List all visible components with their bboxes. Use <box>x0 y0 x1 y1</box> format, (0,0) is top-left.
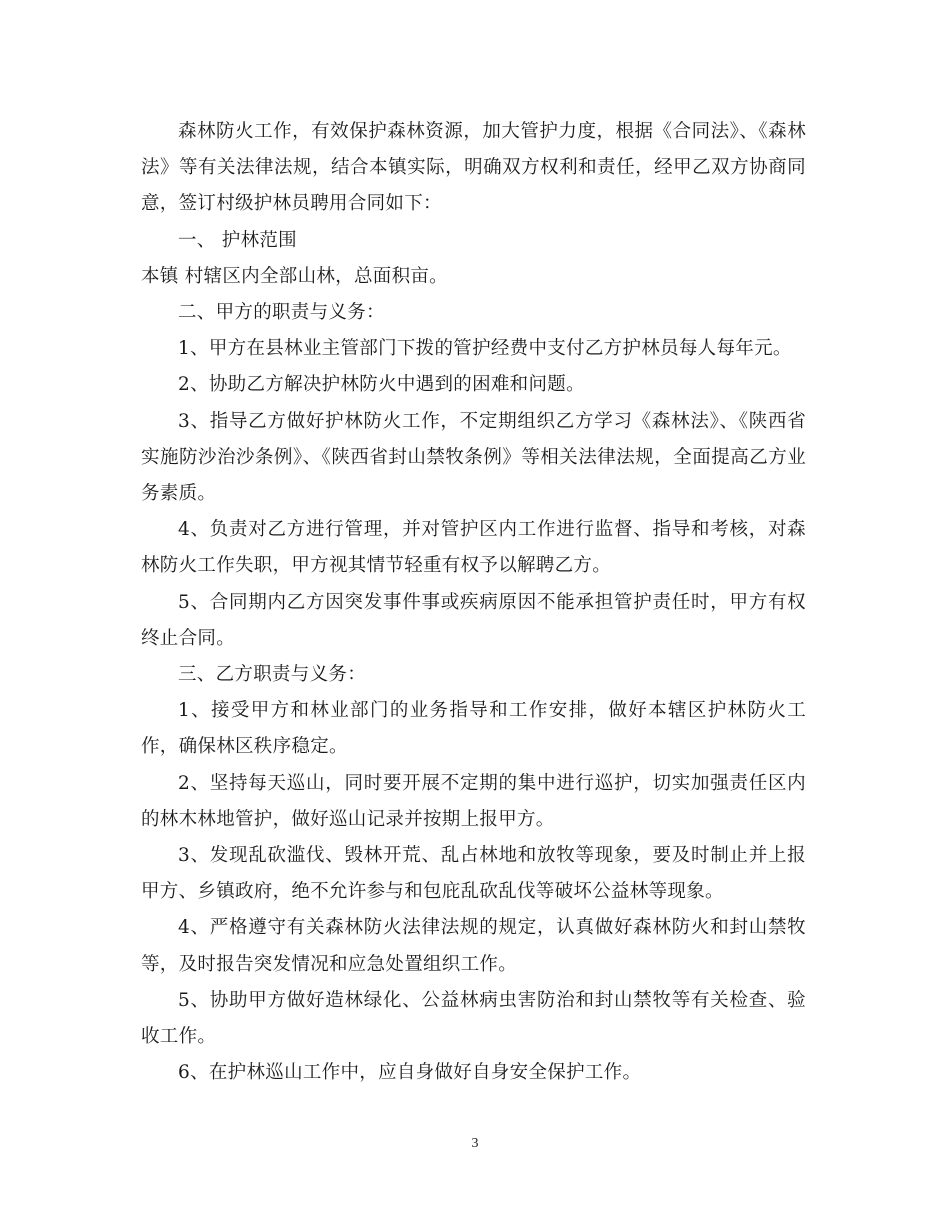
party-a-item-4: 4、负责对乙方进行管理，并对管护区内工作进行监督、指导和考核，对森林防火工作失职，甲方视其情节轻重有权予以解聘乙方。 <box>141 519 806 577</box>
party-b-item-2: 2、坚持每天巡山，同时要开展不定期的集中进行巡护，切实加强责任区内的林木林地管护，做好巡山记录并按期上报甲方。 <box>141 772 806 830</box>
party-b-item-3: 3、发现乱砍滥伐、毁林开荒、乱占林地和放牧等现象，要及时制止并上报甲方、乡镇政府，绝不允许参与和包庇乱砍乱伐等破坏公益林等现象。 <box>141 845 806 903</box>
party-b-item-6: 6、在护林巡山工作中，应自身做好自身安全保护工作。 <box>178 1062 642 1084</box>
party-b-item-1: 1、接受甲方和林业部门的业务指导和工作安排，做好本辖区护林防火工作，确保林区秩序稳定。 <box>141 700 806 758</box>
party-a-item-2: 2、协助乙方解决护林防火中遇到的困难和问题。 <box>178 374 585 396</box>
party-a-item-1: 1、甲方在县林业主管部门下拨的管护经费中支付乙方护林员每人每年元。 <box>178 338 792 360</box>
document-body <box>141 114 806 1091</box>
section-heading-scope: 一、 护林范围 <box>178 229 297 251</box>
paragraph-scope: 本镇 村辖区内全部山林，总面积亩。 <box>141 265 448 287</box>
party-a-item-3: 3、指导乙方做好护林防火工作，不定期组织乙方学习《森林法》、《陕西省实施防沙治沙条例》、《陕西省封山禁牧条例》等相关法律法规，全面提高乙方业务素质。 <box>141 410 806 505</box>
page-number: 3 <box>471 1136 479 1151</box>
party-b-item-5: 5、协助甲方做好造林绿化、公益林病虫害防治和封山禁牧等有关检查、验收工作。 <box>141 989 806 1048</box>
section-heading-party-b: 三、乙方职责与义务： <box>178 664 367 686</box>
paragraph-intro: 森林防火工作，有效保护森林资源，加大管护力度，根据《合同法》、《森林法》等有关法律法规，结合本镇实际，明确双方权利和责任，经甲乙双方协商同意，签订村级护林员聘用合同如下： <box>141 121 806 215</box>
party-a-item-5: 5、合同期内乙方因突发事件事或疾病原因不能承担管护责任时，甲方有权终止合同。 <box>141 591 806 649</box>
party-b-item-4: 4、严格遵守有关森林防火法律法规的规定，认真做好森林防火和封山禁牧等，及时报告突发情况和应急处置组织工作。 <box>141 917 806 975</box>
section-heading-party-a: 二、甲方的职责与义务： <box>178 302 385 324</box>
